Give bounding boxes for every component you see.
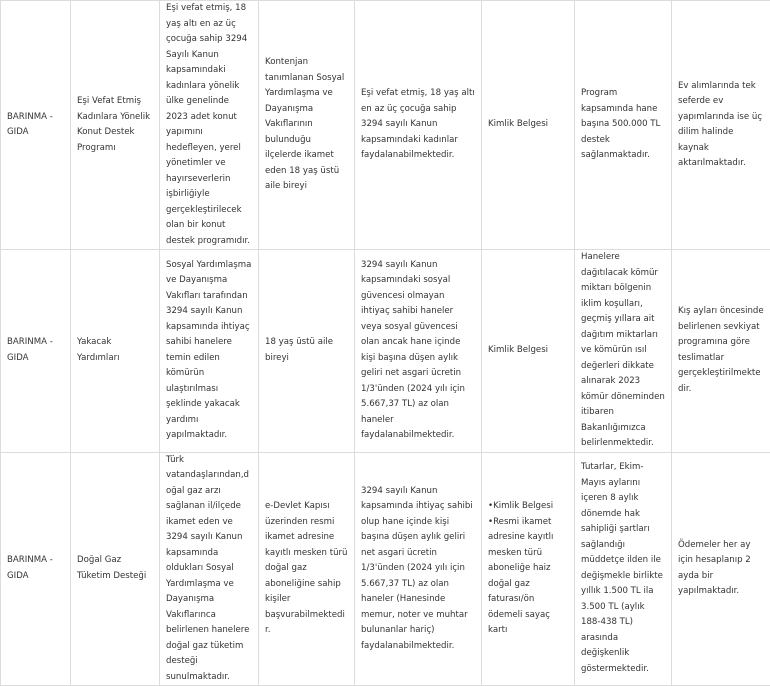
- category-cell: BARINMA - GIDA: [1, 452, 71, 686]
- eligible-applicant-cell: 18 yaş üstü aile bireyi: [259, 250, 355, 453]
- eligible-applicant-cell: Kontenjan tanımlanan Sosyal Yardımlaşma ve Dayanışma Vakıflarının bulunduğu ilçelerde ikamet eden 18 yaş üstü aile bireyi: [259, 1, 355, 250]
- payment-cell: Ev alımlarında tek seferde ev yapımlarında ise üç dilim halinde kaynak aktarılmaktadır.: [672, 1, 770, 250]
- category-cell: BARINMA - GIDA: [1, 250, 71, 453]
- program-name-cell: Doğal Gaz Tüketim Desteği: [71, 452, 160, 686]
- scope-cell: Türk vatandaşlarından,doğal gaz arzı sağlanan il/ilçede ikamet eden ve 3294 sayılı Kanun kapsamında oldukları Sosyal Yardımlaşma ve Dayanışma Vakıflarınca belirlenen hanelere doğal gaz tüketim desteği sunulmaktadır.: [160, 452, 259, 686]
- program-name-cell: Eşi Vefat Etmiş Kadınlara Yönelik Konut Destek Programı: [71, 1, 160, 250]
- scope-cell: Sosyal Yardımlaşma ve Dayanışma Vakıfları tarafından 3294 sayılı Kanun kapsamında ihtiyaç sahibi hanelere temin edilen kömürün ulaştırılması şeklinde yakacak yardımı yapılmaktadır.: [160, 250, 259, 453]
- documents-cell: Kimlik Belgesi: [482, 250, 575, 453]
- category-cell: BARINMA - GIDA: [1, 1, 71, 250]
- program-name-cell: Yakacak Yardımları: [71, 250, 160, 453]
- documents-cell: Kimlik Belgesi: [482, 1, 575, 250]
- payment-cell: Kış ayları öncesinde belirlenen sevkiyat programına göre teslimatlar gerçekleştirilmektedir.: [672, 250, 770, 453]
- criteria-cell: 3294 sayılı Kanun kapsamında ihtiyaç sahibi olup hane içinde kişi başına düşen aylık geliri net asgari ücretin 1/3'ünden (2024 yılı için 5.667,37 TL) az olan haneler (Hanesinde memur, noter ve muhtar bulunanlar hariç) faydalanabilmektedir.: [355, 452, 482, 686]
- payment-cell: Ödemeler her ay için hesaplanıp 2 ayda bir yapılmaktadır.: [672, 452, 770, 686]
- criteria-cell: Eşi vefat etmiş, 18 yaş altı en az üç çocuğa sahip 3294 sayılı Kanun kapsamındaki kadınlar faydalanabilmektedir.: [355, 1, 482, 250]
- table-row: [1, 1, 770, 250]
- table-row: [1, 452, 770, 686]
- scope-cell: Eşi vefat etmiş, 18 yaş altı en az üç çocuğa sahip 3294 Sayılı Kanun kapsamındaki kadınlara yönelik ülke genelinde 2023 adet konut yapımını hedefleyen, yerel yönetimler ve hayırseverlerin işbirliğiyle gerçekleştirilecek olan bir konut destek programıdır.: [160, 1, 259, 250]
- documents-cell: •Kimlik Belgesi •Resmi ikamet adresine kayıtlı mesken türü aboneliğe haiz doğal gaz faturası/ön ödemeli sayaç kartı: [482, 452, 575, 686]
- amount-cell: Hanelere dağıtılacak kömür miktarı bölgenin iklim koşulları, geçmiş yıllara ait dağıtım miktarları ve kömürün ısıl değerleri dikkate alınarak 2023 kömür döneminden itibaren Bakanlığımızca belirlenmektedir.: [575, 250, 672, 453]
- criteria-cell: 3294 sayılı Kanun kapsamındaki sosyal güvencesi olmayan ihtiyaç sahibi haneler veya sosyal güvencesi olan ancak hane içinde kişi başına düşen aylık geliri net asgari ücretin 1/3'ünden (2024 yılı için 5.667,37 TL) az olan haneler faydalanabilmektedir.: [355, 250, 482, 453]
- amount-cell: Program kapsamında hane başına 500.000 TL destek sağlanmaktadır.: [575, 1, 672, 250]
- amount-cell: Tutarlar, Ekim-Mayıs aylarını içeren 8 aylık dönemde hak sahipliği şartları sağlandığı müddetçe ilden ile değişmekle birlikte yıllık 1.500 TL ila 3.500 TL (aylık 188-438 TL) arasında değişkenlik göstermektedir.: [575, 452, 672, 686]
- table-row: [1, 250, 770, 453]
- eligible-applicant-cell: e-Devlet Kapısı üzerinden resmi ikamet adresine kayıtlı mesken türü doğal gaz aboneliğine sahip kişiler başvurabilmektedir.: [259, 452, 355, 686]
